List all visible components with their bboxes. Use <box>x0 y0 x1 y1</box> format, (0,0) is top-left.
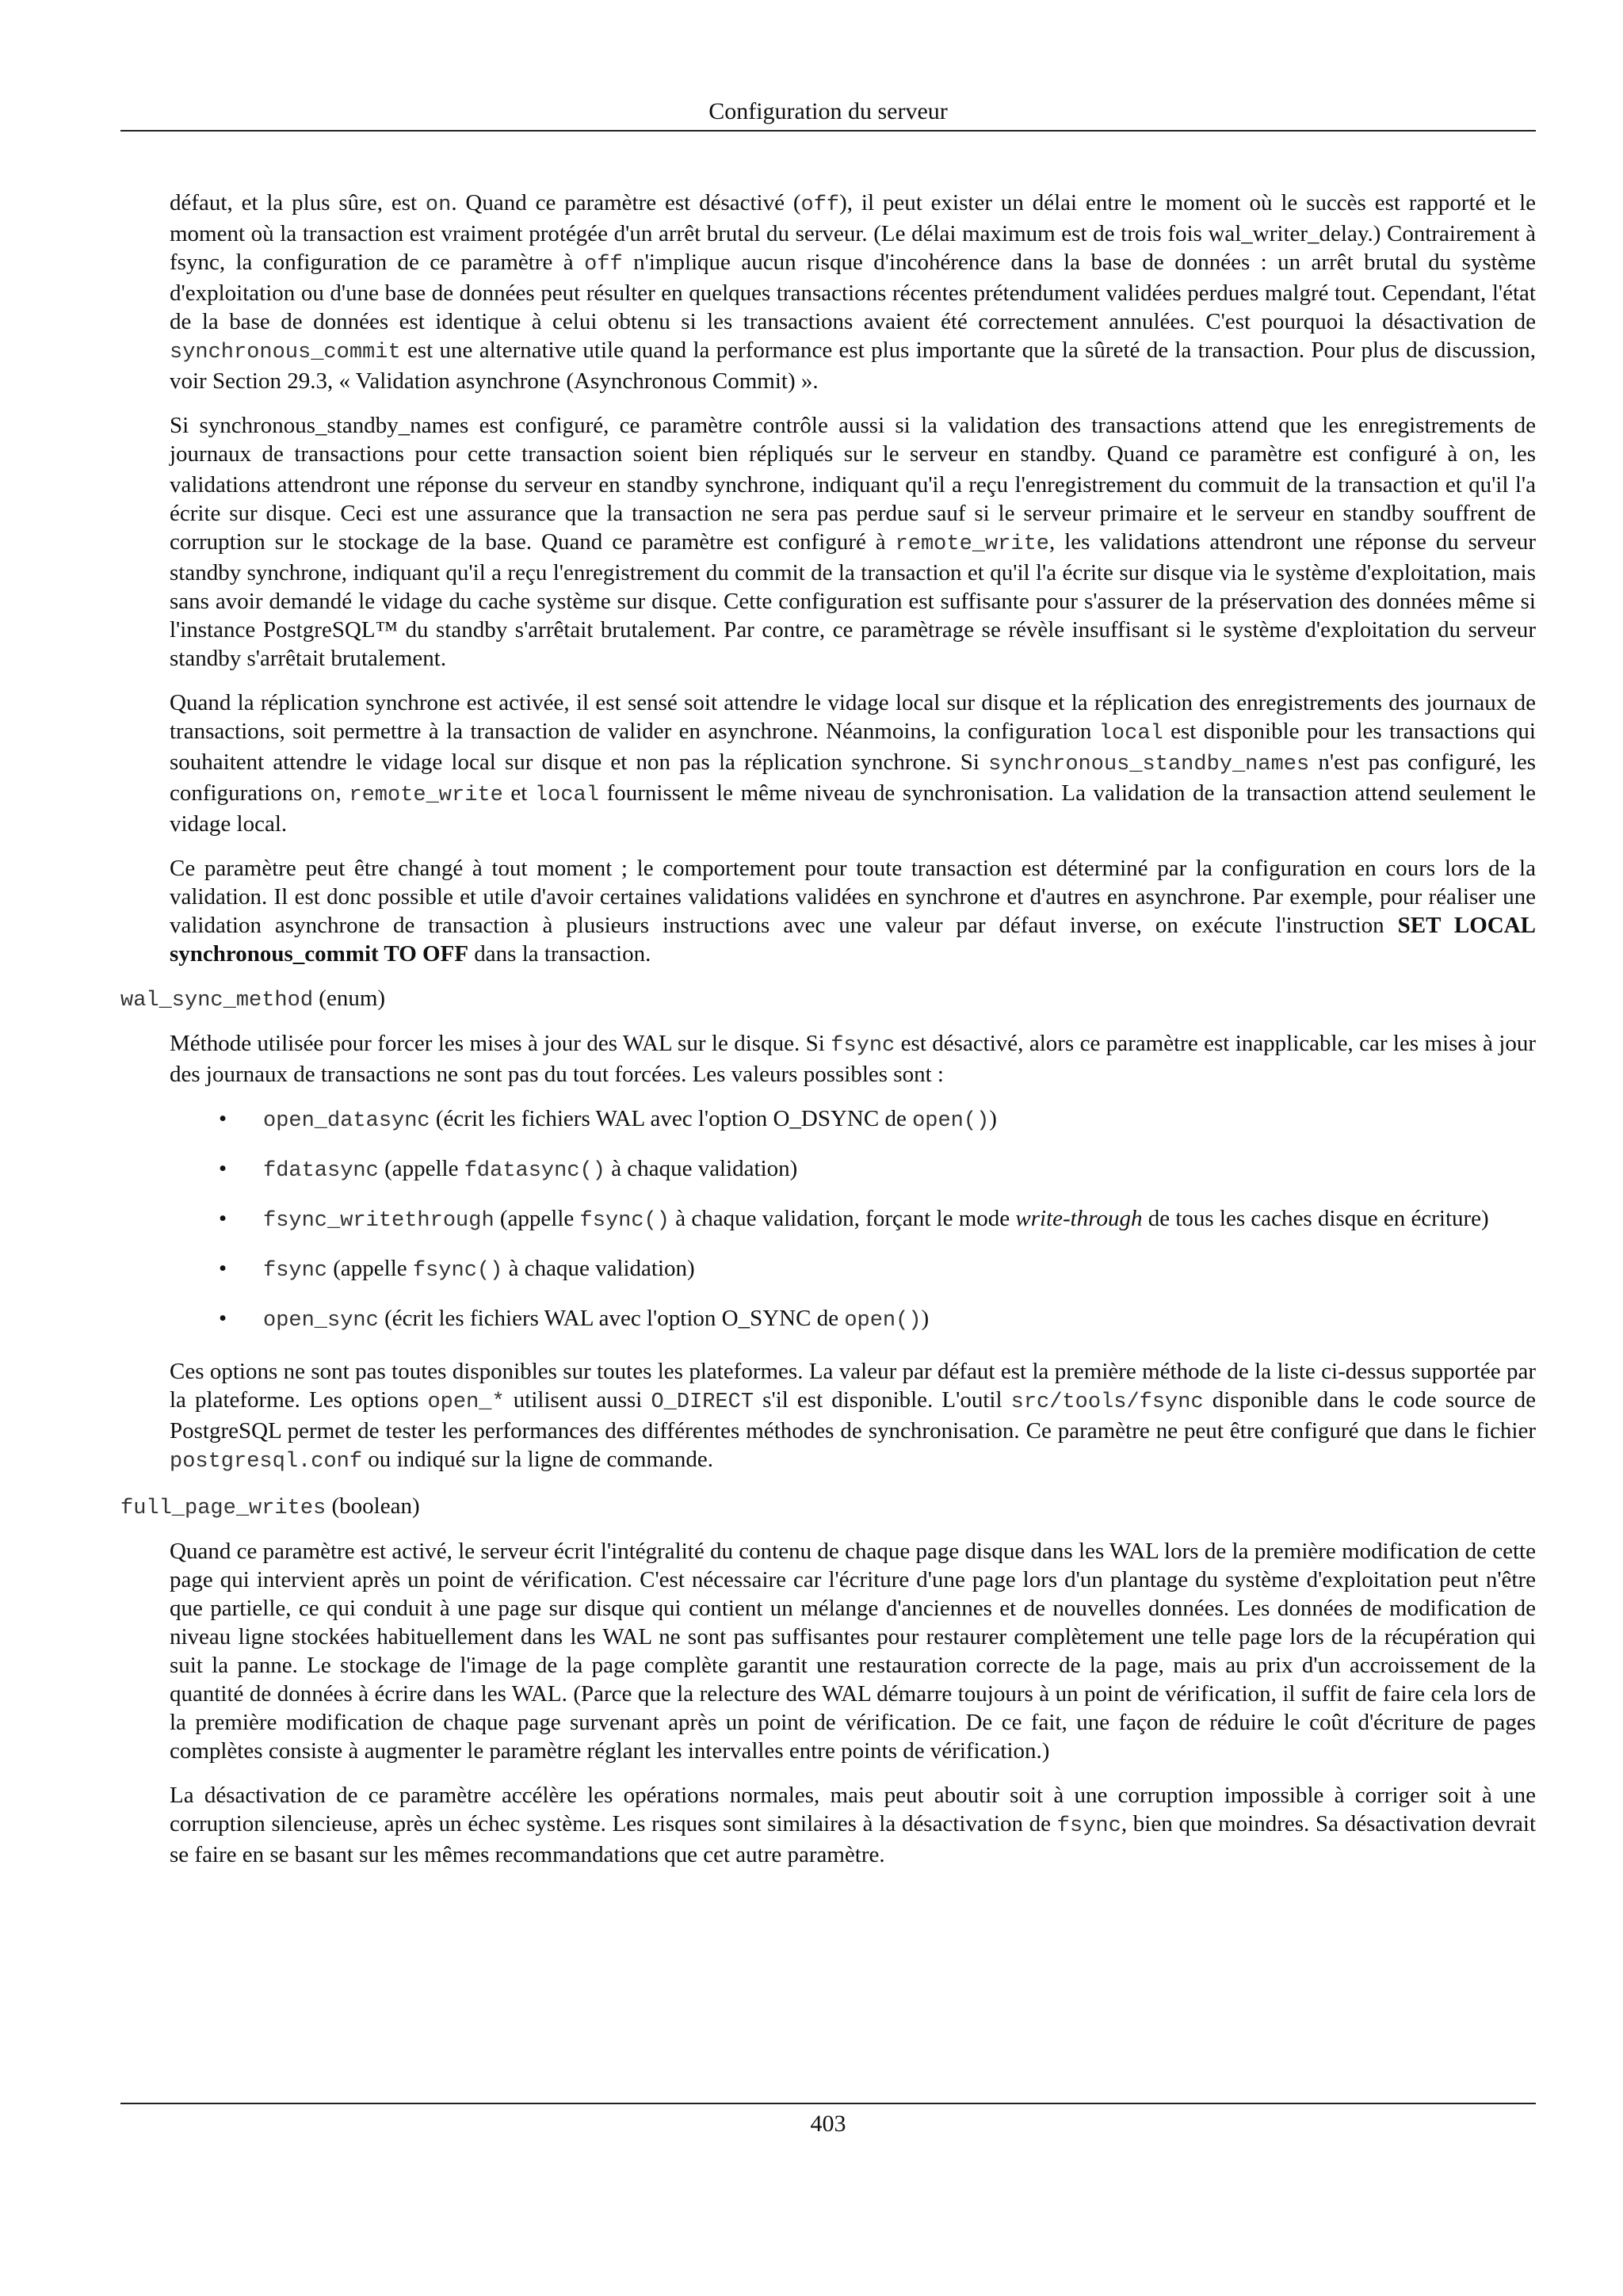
list-item: • open_sync (écrit les fichiers WAL avec l'option O_SYNC de open()) <box>219 1306 930 1333</box>
page-body <box>120 189 1536 1885</box>
paragraph: La désactivation de ce paramètre accélère les opérations normales, mais peut aboutir soit à une corruption impossible à corriger soit à une corruption silencieuse, après un échec système. Les risques sont similaires à la désactivation de fsync, bien que moindres. Sa désactivation devrait se faire en se basant sur les mêmes recommandations que cet autre paramètre. <box>170 1783 1536 1867</box>
list-item: • open_datasync (écrit les fichiers WAL avec l'option O_DSYNC de open()) <box>219 1106 997 1133</box>
list-item: • fsync (appelle fsync() à chaque validation) <box>219 1256 695 1283</box>
wal-sync-method-term: wal_sync_method (enum) <box>120 986 386 1013</box>
bullet-icon: • <box>219 1206 227 1231</box>
list-item: • fsync_writethrough (appelle fsync() à chaque validation, forçant le mode write-through de tous les caches disque en écriture) <box>219 1206 1489 1233</box>
paragraph: Quand ce paramètre est activé, le serveur écrit l'intégralité du contenu de chaque page disque dans les WAL lors de la première modification de cette page qui intervient après un point de vérification. C'est nécessaire car l'écriture d'une page lors d'un plantage du système d'exploitation peut n'être que partielle, ce qui conduit à une page sur disque qui contient un mélange d'anciennes et de nouvelles données. Les données de modification de niveau ligne stockées habituellement dans les WAL ne sont pas suffisantes pour restaurer complètement une telle page lors de la récupération qui suit la panne. Le stockage de l'image de la page complète garantit une restauration correcte de la page, mais au prix d'un accroissement de la quantité de données à écrire dans les WAL. (Parce que la relecture des WAL démarre toujours à un point de vérification, il suffit de faire cela lors de la première modification de chaque page survenant après un point de vérification. De ce fait, une façon de réduire le coût d'écriture de pages complètes consiste à augmenter le paramètre réglant les intervalles entre points de vérification.) <box>170 1539 1536 1764</box>
synchronous-commit-continuation <box>170 189 1536 968</box>
bullet-icon: • <box>219 1306 227 1331</box>
wal-sync-method-list <box>219 1104 1536 1335</box>
paragraph: défaut, et la plus sûre, est on. Quand ce paramètre est désactivé (off), il peut exister un délai entre le moment où le succès est rapporté et le moment où la transaction est vraiment protégée d'un arrêt brutal du serveur. (Le délai maximum est de trois fois wal_writer_delay.) Contrairement à fsync, la configuration de ce paramètre à off n'implique aucun risque d'incohérence dans la base de données : un arrêt brutal du système d'exploitation ou d'une base de données peut résulter en quelques transactions récentes prétendument validées perdues malgré tout. Cependant, l'état de la base de données est identique à celui obtenu si les transactions avaient été correctement annulées. C'est pourquoi la désactivation de synchronous_commit est une alternative utile quand la performance est plus importante que la sûreté de la transaction. Pour plus de discussion, voir Section 29.3, « Validation asynchrone (Asynchronous Commit) ». <box>170 190 1537 394</box>
bullet-icon: • <box>219 1106 227 1131</box>
paragraph: Méthode utilisée pour forcer les mises à jour des WAL sur le disque. Si fsync est désactivé, alors ce paramètre est inapplicable, car les mises à jour des journaux de transactions ne sont pas du tout forcées. Les valeurs possibles sont : <box>170 1031 1537 1087</box>
page-number: 403 <box>120 2103 1536 2138</box>
list-item: • fdatasync (appelle fdatasync() à chaque validation) <box>219 1156 798 1183</box>
bullet-icon: • <box>219 1256 227 1281</box>
wal-sync-method-description <box>170 1029 1536 1476</box>
full-page-writes-description <box>170 1537 1536 1869</box>
paragraph: Si synchronous_standby_names est configuré, ce paramètre contrôle aussi si la validation des transactions attend que les enregistrements de journaux de transactions pour cette transaction soient bien répliqués sur le serveur en standby. Quand ce paramètre est configuré à on, les validations attendront une réponse du serveur en standby synchrone, indiquant qu'il a reçu l'enregistrement du commuit de la transaction et qu'il l'a écrite sur disque. Ceci est une assurance que la transaction ne sera pas perdue sauf si le serveur primaire et le serveur en standby souffrent de corruption sur le stockage de la base. Quand ce paramètre est configuré à remote_write, les validations attendront une réponse du serveur standby synchrone, indiquant qu'il a reçu l'enregistrement du commit de la transaction et qu'il l'a écrite sur disque via le système d'exploitation, mais sans avoir demandé le vidage du cache système sur disque. Cette configuration est suffisante pour s'assurer de la préservation des données même si l'instance PostgreSQL™ du standby s'arrêtait brutalement. Par contre, ce paramètrage se révèle insuffisant si le système d'exploitation du serveur standby s'arrêtait brutalement. <box>170 413 1536 671</box>
bullet-icon: • <box>219 1156 227 1181</box>
paragraph: Ces options ne sont pas toutes disponibles sur toutes les plateformes. La valeur par défaut est la première méthode de la liste ci-dessus supportée par la plateforme. Les options open_* utilisent aussi O_DIRECT s'il est disponible. L'outil src/tools/fsync disponible dans le code source de PostgreSQL permet de tester les performances des différentes méthodes de synchronisation. Ce paramètre ne peut être configuré que dans le fichier postgresql.conf ou indiqué sur la ligne de commande. <box>170 1359 1537 1474</box>
running-header: Configuration du serveur <box>120 93 1536 132</box>
full-page-writes-term: full_page_writes (boolean) <box>120 1493 420 1520</box>
paragraph: Quand la réplication synchrone est activée, il est sensé soit attendre le vidage local sur disque et la réplication des enregistrements des journaux de transactions, soit permettre à la transaction de valider en asynchrone. Néanmoins, la configuration local est disponible pour les transactions qui souhaitent attendre le vidage local sur disque et non pas la réplication synchrone. Si synchronous_standby_names n'est pas configuré, les configurations on, remote_write et local fournissent le même niveau de synchronisation. La validation de la transaction attend seulement le vidage local. <box>170 690 1537 837</box>
paragraph: Ce paramètre peut être changé à tout moment ; le comportement pour toute transaction est déterminé par la configuration en cours lors de la validation. Il est donc possible et utile d'avoir certaines validations validées en synchrone et d'autres en asynchrone. Par exemple, pour réaliser une validation asynchrone de transaction à plusieurs instructions avec une valeur par défaut inverse, on exécute l'instruction SET LOCAL synchronous_commit TO OFF dans la transaction. <box>170 856 1536 967</box>
